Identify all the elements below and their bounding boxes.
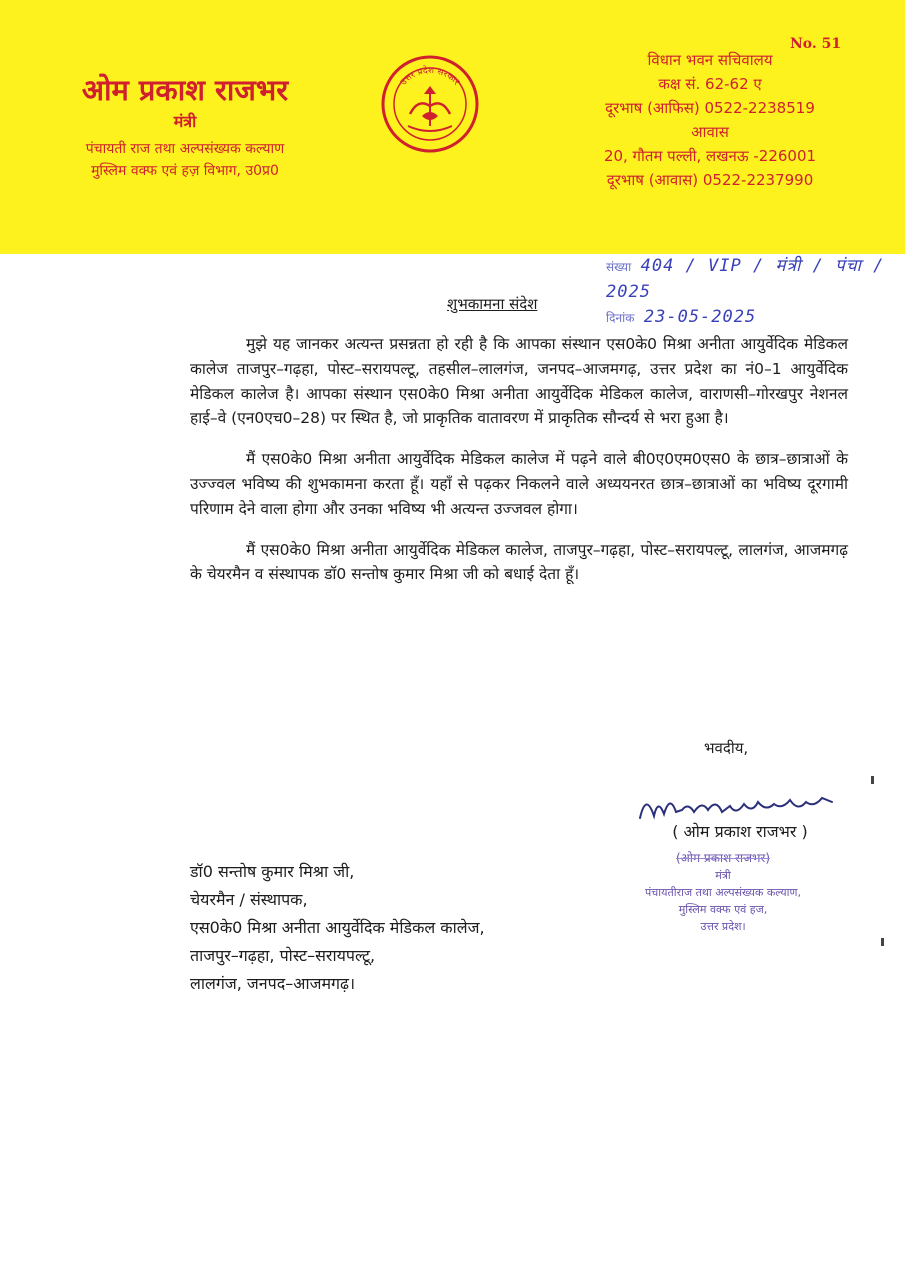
scan-mark <box>881 938 884 946</box>
addressee-line: लालगंज, जनपद–आजमगढ़। <box>190 974 356 993</box>
department-line: पंचायती राज तथा अल्पसंख्यक कल्याण <box>85 141 285 157</box>
minister-name: ओम प्रकाश राजभर <box>81 73 289 107</box>
body-paragraph: मैं एस0के0 मिश्रा अनीता आयुर्वेदिक मेडिकल कालेज में पढ़ने वाले बी0ए0एम0एस0 के छात्र–छात्राओं के उज्ज्वल भविष्य की शुभकामना करता हूँ। यहाँ से पढ़कर निकलने वाले अध्ययनरत छात्र–छात्राओं का भविष्य दूरगामी परिणाम देने वाला होगा और उनका भविष्य भी अत्यन्त उज्जवल होगा। <box>190 450 848 518</box>
addressee-line: चेयरमैन / संस्थापक, <box>190 890 308 909</box>
reference-number-value: 404 / VIP / मंत्री / पंचा / 2025 <box>606 256 885 302</box>
minister-title: मंत्री <box>173 112 197 131</box>
office-address <box>560 48 860 192</box>
office-line: आवास <box>691 123 729 141</box>
stamp-line: पंचायतीराज तथा अल्पसंख्यक कल्याण, <box>645 886 801 899</box>
stamp-name: (ओम प्रकाश राजभर) <box>675 851 771 865</box>
up-government-emblem-icon <box>380 54 480 154</box>
document-number: No. 51 <box>790 36 842 52</box>
letter-subject: शुभकामना संदेश <box>447 295 538 313</box>
reference-date <box>606 305 896 331</box>
reference-number <box>606 254 896 305</box>
addressee-line: डॉ0 सन्तोष कुमार मिश्रा जी, <box>190 862 355 881</box>
reference-date-label: दिनांक <box>606 311 635 325</box>
reference-block <box>606 254 896 331</box>
office-line: दूरभाष (आवास) 0522-2237990 <box>606 171 814 189</box>
office-line: दूरभाष (आफिस) 0522-2238519 <box>605 99 815 117</box>
official-stamp <box>608 850 838 935</box>
letter-body <box>190 332 848 603</box>
department <box>20 138 350 182</box>
body-paragraph: मुझे यह जानकर अत्यन्त प्रसन्नता हो रही है कि आपका संस्थान एस0के0 मिश्रा अनीता आयुर्वेदिक मेडिकल कालेज ताजपुर–गढ़हा, पोस्ट–सरायपल्टू, तहसील–लालगंज, जनपद–आजमगढ़, उत्तर प्रदेश का नं0–1 आयुर्वेदिक मेडिकल कालेज है। आपका संस्थान एस0के0 मिश्रा अनीता आयुर्वेदिक मेडिकल कालेज, वाराणसी–गोरखपुर नेशनल हाई–वे (एन0एच0–28) पर स्थित है, जो प्राकृतिक वातावरण में प्राकृतिक सौन्दर्य से भरा हुआ है। <box>190 335 848 428</box>
scan-mark <box>871 776 874 784</box>
reference-date-value: 23-05-2025 <box>643 307 757 327</box>
addressee-block <box>190 858 610 998</box>
body-paragraph: मैं एस0के0 मिश्रा अनीता आयुर्वेदिक मेडिकल कालेज, ताजपुर–गढ़हा, पोस्ट–सरायपल्टू, लालगंज, आजमगढ़ के चेयरमैन व संस्थापक डॉ0 सन्तोष कुमार मिश्रा जी को बधाई देता हूँ। <box>190 540 848 584</box>
reference-number-label: संख्या <box>606 260 632 274</box>
office-line: 20, गौतम पल्ली, लखनऊ -226001 <box>603 147 817 165</box>
signer-name: ( ओम प्रकाश राजभर ) <box>672 822 808 841</box>
addressee-line: ताजपुर–गढ़हा, पोस्ट–सरायपल्टू, <box>190 946 376 965</box>
emblem-text: उत्तर प्रदेश सरकार <box>398 65 462 88</box>
letterhead-banner <box>0 0 905 254</box>
svg-text:उत्तर प्रदेश सरकार <box>399 64 461 88</box>
department-line: मुस्लिम वक्फ एवं हज़ विभाग, उ0प्र0 <box>91 163 279 179</box>
office-line: विधान भवन सचिवालय <box>647 51 773 69</box>
addressee-line: एस0के0 मिश्रा अनीता आयुर्वेदिक मेडिकल कालेज, <box>190 918 485 937</box>
closing-salutation: भवदीय, <box>704 739 749 757</box>
office-line: कक्ष सं. 62-62 ए <box>658 75 762 93</box>
stamp-line: उत्तर प्रदेश। <box>700 920 746 933</box>
stamp-line: मुस्लिम वक्फ एवं हज, <box>678 903 768 916</box>
stamp-line: मंत्री <box>715 869 731 882</box>
